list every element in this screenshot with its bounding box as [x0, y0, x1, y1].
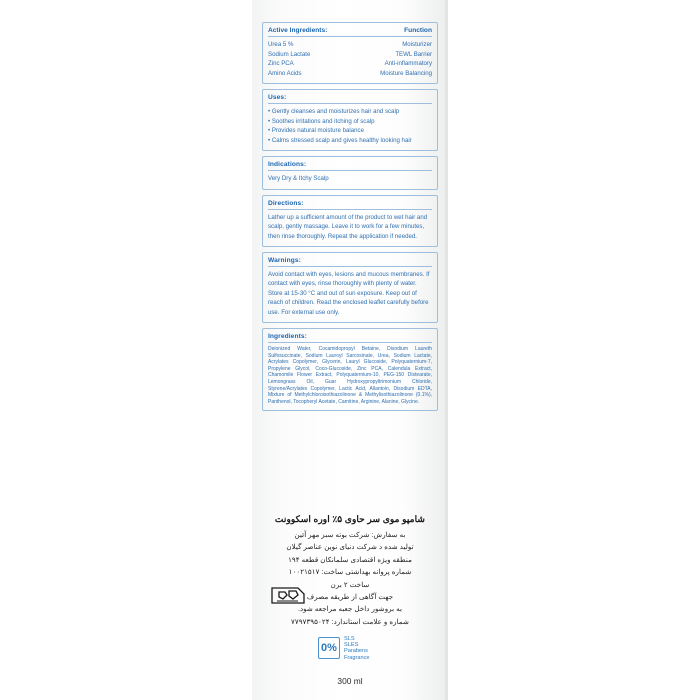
ingredient-name: Zinc PCA	[268, 60, 294, 67]
ingredients-title: Ingredients:	[268, 333, 307, 341]
table-row	[268, 50, 432, 60]
persian-line: منطقه ویژه اقتصادی سلمانکان قطعه ۱۹۴	[288, 554, 412, 564]
persian-line: جهت آگاهی از طریقه مصرف	[306, 592, 394, 602]
free-from-item: Fragrance	[344, 654, 370, 661]
directions-title: Directions:	[268, 199, 304, 207]
carton-right-edge	[445, 0, 448, 700]
divider	[268, 266, 432, 267]
free-from-item: SLS	[344, 636, 355, 642]
directions-panel	[262, 195, 438, 247]
free-from-badge	[318, 636, 370, 661]
persian-line: به بروشور داخل جعبه مراجعه شود.	[297, 604, 402, 614]
active-ingredients-title: Active Ingredients:	[268, 27, 328, 34]
label-panel-stack	[262, 22, 438, 416]
uses-item: • Soothes irritations and itching of scalp	[268, 117, 375, 125]
function-column-header: Function	[404, 27, 432, 34]
ingredients-text: Deionized Water, Cocamidopropyl Betaine, Disodium Laureth Sulfosuccinate, Sodium Lauroyl Sarcosinate, Urea, Sodium Lactate, Acrylates Copolymer, Glycerin, Lauryl Glucoside, Polyquaternium-7, Propylene Glycol, Coco-Glucoside, Zinc PCA, Calendula Extract, Chamomile Flower Extract, Polyquaternium-10, PEG-150 Distearate, Lemongrass Oil, Guar Hydroxypropyltrimonium Chloride, Styrene/Acrylates Copolymer, Lactic Acid, Allantoin, Disodium EDTA, Mixture of Methylchloroisothiazolinone & Methylisothiazolinone (0.1%), Panthenol, Tocopheryl Acetate, Carnitine, Arginine, Alanine, Glycine.	[268, 346, 432, 405]
recycle-icon	[268, 583, 308, 609]
table-row	[268, 40, 432, 50]
directions-text: Lather up a sufficient amount of the product to wet hair and scalp, gently massage. Leave it to work for a few minutes, then rinse thoroughly. Repeat the application if needed.	[268, 213, 428, 240]
divider	[268, 209, 432, 210]
indications-title: Indications:	[268, 161, 307, 169]
free-from-item: Parabens	[344, 648, 368, 655]
ingredient-function: Moisturizer	[402, 41, 432, 48]
uses-item: • Provides natural moisture balance	[268, 127, 364, 135]
free-from-item: SLES	[344, 642, 359, 649]
persian-line: شماره و علامت استاندارد: ۷۷۹۷۳۹۵۰۲۴	[291, 616, 409, 626]
divider	[268, 36, 432, 37]
persian-line: ساخت ۲ برن	[330, 579, 370, 589]
ingredient-function: TEWL Barrier	[395, 50, 432, 58]
ingredient-name: Amino Acids	[268, 69, 302, 77]
warnings-text: Avoid contact with eyes, lesions and mucous membranes. If contact with eyes, rinse thoroughly with plenty of water. Store at 15-30 °C and out of sun exposure. Keep out of reach of children. Read the enclosed leaflet carefully before use. For external use only.	[268, 271, 430, 316]
divider	[268, 170, 432, 171]
persian-text-block	[258, 512, 442, 628]
persian-line: به سفارش: شرکت بوته سبز مهر آئین	[294, 530, 406, 539]
uses-title: Uses:	[268, 94, 287, 101]
divider	[268, 342, 432, 343]
ingredient-function: Anti-inflammatory	[384, 60, 432, 67]
volume-label: 300 ml	[337, 676, 363, 686]
indications-panel	[262, 156, 438, 189]
table-row	[268, 59, 432, 69]
divider	[268, 103, 432, 104]
active-ingredients-header	[268, 27, 432, 34]
warnings-title: Warnings:	[268, 257, 301, 264]
indications-text: Very Dry & Itchy Scalp	[268, 175, 329, 183]
ingredient-function: Moisture Balancing	[380, 69, 432, 77]
active-ingredients-panel	[262, 22, 438, 84]
free-from-list	[344, 636, 370, 661]
persian-line: شماره پروانه بهداشتی ساخت: ۱۰۰۲۱۵۱۷	[288, 567, 412, 577]
uses-panel	[262, 89, 438, 151]
ingredient-name: Sodium Lactate	[268, 50, 311, 58]
ingredients-panel	[262, 328, 438, 411]
table-row	[268, 69, 432, 79]
uses-item: • Calms stressed scalp and gives healthy looking hair	[268, 136, 412, 144]
uses-item: • Gently cleanses and moisturizes hair and scalp	[268, 108, 400, 115]
persian-product-title: شامپو موی سر حاوی ۵٪ اوره اسکوونت	[274, 514, 426, 524]
zero-percent-mark: 0%	[318, 637, 340, 659]
warnings-panel	[262, 252, 438, 323]
ingredient-name: Urea 5 %	[268, 41, 294, 48]
persian-line: تولید شده د شرکت دنیای نوین عناصر گیلان	[286, 542, 414, 552]
